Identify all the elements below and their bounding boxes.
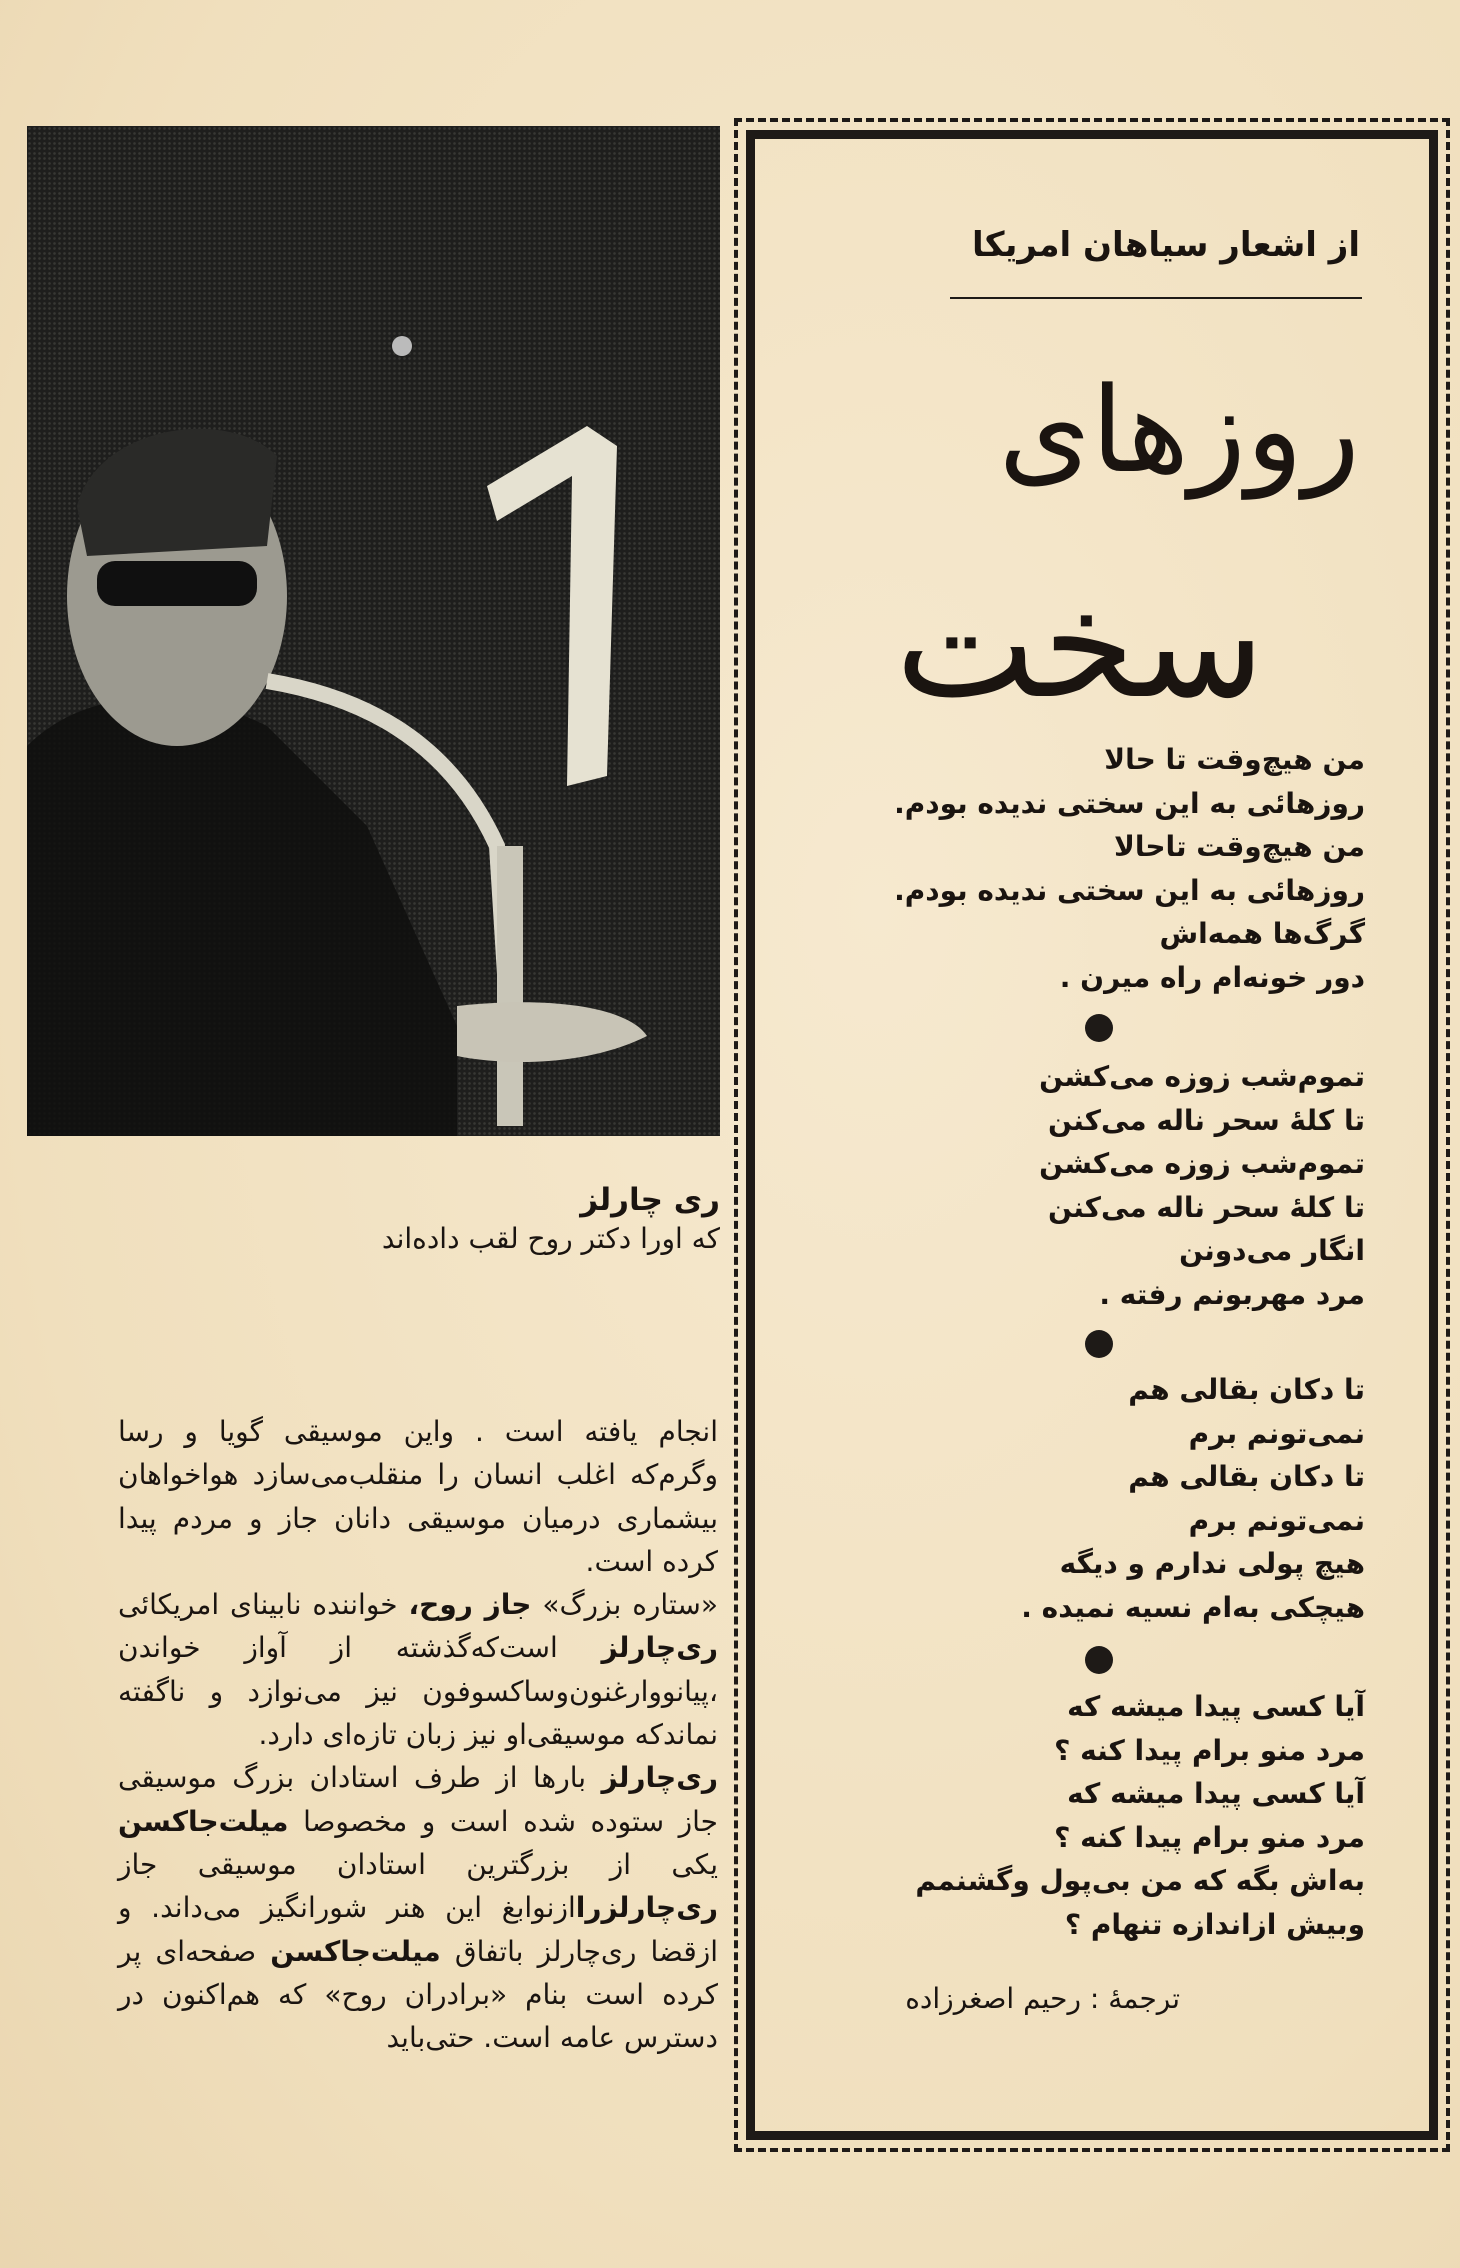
poem-line: تا کلهٔ سحر ناله می‌کنن <box>1048 1190 1365 1224</box>
translator-credit: ترجمهٔ : رحیم اصغرزاده <box>905 1982 1180 2015</box>
poem-line: تا کلهٔ سحر ناله می‌کنن <box>1048 1103 1365 1137</box>
poem-title-line1: روزهای <box>998 361 1360 499</box>
photo-ray-charles <box>27 126 720 1136</box>
bold-run: ری‌چارلز <box>601 1631 718 1665</box>
poem-line: آیا کسی پیدا میشه که <box>1067 1690 1365 1723</box>
poem-stanza-1 <box>820 738 1365 999</box>
poem-line: نمی‌تونم برم <box>1188 1416 1365 1450</box>
text-run: بارها از طرف استادان بزرگ موسیقی جاز ستوده شده است و مخصوصا <box>118 1761 718 1838</box>
text-run: صفحه‌ای پر کرده است بنام «برادران روح» که هم‌اکنون در دسترس عامه است. حتی‌باید <box>118 1934 718 2055</box>
poem-line: من هیچ‌وقت تا حالا <box>1104 743 1365 776</box>
stanza-bullet <box>1085 1330 1113 1358</box>
article-paragraph <box>118 1583 718 1756</box>
poem-stanza-2 <box>820 1055 1365 1316</box>
poem-title-line2: سخت <box>895 558 1265 732</box>
poem-line: مرد منو برام پیدا کنه ؟ <box>1054 1820 1365 1854</box>
poem-line: وبیش ازاندازه تنهام ؟ <box>1064 1907 1365 1941</box>
poem-line: آیا کسی پیدا میشه که <box>1067 1777 1365 1810</box>
caption-subtitle: که اورا دکتر روح لقب داده‌اند <box>381 1222 720 1255</box>
bold-run: ری‌چارلز <box>601 1761 718 1795</box>
text-run: ازنوابغ این هنر شورانگیز می‌داند. و ازقضا ری‌چارلز باتفاق <box>118 1891 719 1968</box>
poem-line: هیچکی به‌ام نسیه نمیده . <box>1021 1590 1365 1624</box>
poem-line: تموم‌شب زوزه می‌کشن <box>1039 1060 1365 1093</box>
poem-line: تموم‌شب زوزه می‌کشن <box>1039 1147 1365 1180</box>
bold-run: میلت‌جاکسن <box>118 1804 289 1838</box>
poem-line: من هیچ‌وقت تاحالا <box>1113 830 1365 863</box>
article-text <box>118 1410 718 2059</box>
poem-line: تا دکان بقالی هم <box>1128 1373 1365 1406</box>
bold-run: میلت‌جاکسن <box>270 1934 441 1968</box>
kicker-rule <box>950 297 1362 299</box>
stanza-bullet <box>1085 1646 1113 1674</box>
poem-line: به‌اش بگه که من بی‌پول وگشنمم <box>915 1864 1365 1897</box>
poem-line: روزهائی به این سختی ندیده بودم. <box>894 873 1365 907</box>
poem-line: نمی‌تونم برم <box>1188 1503 1365 1537</box>
article-paragraph <box>118 1756 718 2059</box>
article-paragraph: انجام یافته است . واین موسیقی گویا و رسا وگرم‌که اغلب انسان را منقلب‌می‌سازد هواخواهان بیشماری درمیان موسیقی دانان جاز و مردم پیدا کرده است. <box>118 1415 718 1578</box>
poem-line: روزهائی به این سختی ندیده بودم. <box>894 786 1365 820</box>
text-run: «ستاره بزرگ» <box>531 1588 718 1622</box>
poem-stanza-3 <box>820 1368 1365 1629</box>
caption-name: ری چارلز <box>580 1182 720 1218</box>
bold-run: ری‌چارلزرا <box>575 1891 718 1925</box>
poem-line: تا دکان بقالی هم <box>1128 1460 1365 1493</box>
poem-line: مرد منو برام پیدا کنه ؟ <box>1054 1733 1365 1767</box>
poem-kicker: از اشعار سیاهان امریکا <box>972 225 1360 265</box>
stanza-bullet <box>1085 1014 1113 1042</box>
photo-caption <box>30 1180 720 1258</box>
text-run: خواننده نابینای امریکائی <box>118 1588 409 1622</box>
poem-line: هیچ پولی ندارم و دیگه <box>1059 1547 1365 1580</box>
text-run: یکی از بزرگترین استادان موسیقی جاز <box>118 1847 718 1881</box>
poem-line: انگار می‌دونن <box>1179 1234 1365 1267</box>
text-run: است‌که‌گذشته از آواز خواندن ،پیانووارغنون‌وساکسوفون نیز می‌نوازد و ناگفته نماندکه موسیقی‌او نیز زبان تازه‌ای دارد. <box>118 1631 718 1752</box>
poem-line: گرگ‌ها همه‌اش <box>1159 917 1365 950</box>
poem-stanza-4 <box>820 1685 1365 1946</box>
bold-run: جاز روح، <box>408 1588 532 1622</box>
poem-line: دور خونه‌ام راه میرن . <box>1059 960 1365 994</box>
poem-line: مرد مهربونم رفته . <box>1099 1277 1365 1311</box>
